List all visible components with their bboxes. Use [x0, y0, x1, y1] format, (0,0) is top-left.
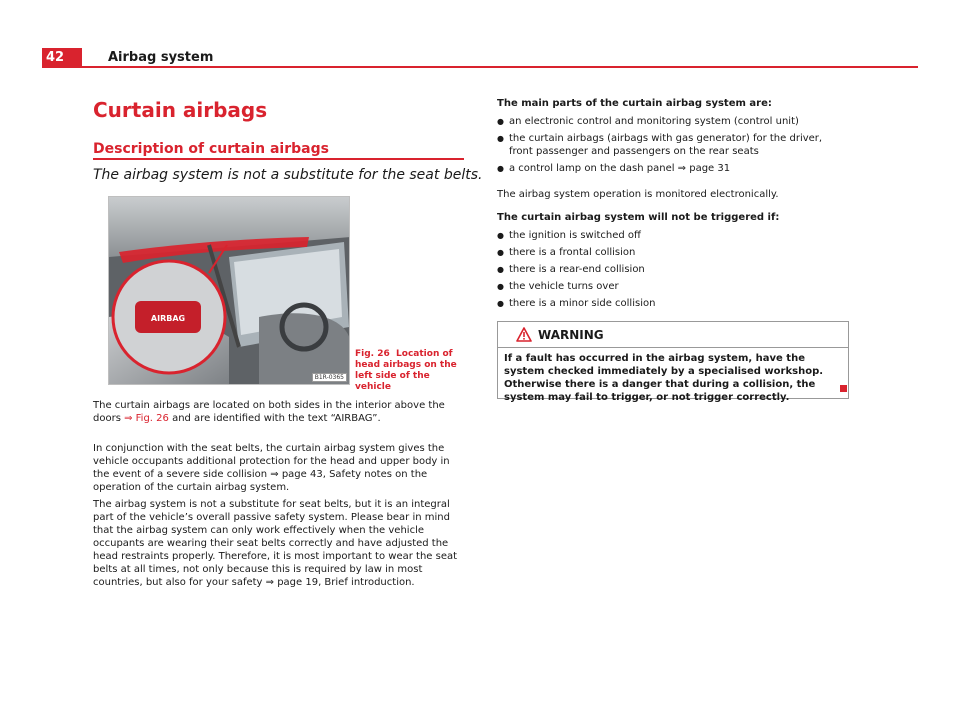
parts-heading: The main parts of the curtain airbag system are:: [497, 98, 772, 109]
not-triggered-list: [497, 229, 849, 310]
section-heading-underline: [93, 158, 464, 160]
monitor-text: The airbag system operation is monitored electronically.: [497, 189, 779, 200]
page-title: Curtain airbags: [93, 98, 268, 122]
list-item: ● there is a rear-end collision: [497, 263, 849, 276]
warning-icon: [516, 327, 532, 342]
paragraph-protection: In conjunction with the seat belts, the curtain airbag system gives the vehicle occupants additional protection for the head and upper body in the event of a severe side collision ⇒ page 43, Safety notes on the operation of the curtain airbag system.: [93, 443, 450, 493]
figure-link[interactable]: ⇒ Fig. 26: [124, 413, 169, 424]
warning-text: If a fault has occurred in the airbag system, have the system checked immediately by a specialised workshop. Otherwise there is a danger that during a collision, the system may fail to trigger, or not trigger correctly.: [504, 353, 824, 403]
list-item: ● there is a frontal collision: [497, 246, 849, 259]
intro-statement: The airbag system is not a substitute for the seat belts.: [93, 167, 483, 183]
car-interior-illustration: [109, 197, 350, 385]
list-item: ● an electronic control and monitoring system (control unit): [497, 115, 849, 128]
paragraph-location: [93, 399, 465, 425]
warning-header: [498, 322, 848, 348]
airbag-label: AIRBAG: [150, 314, 186, 323]
figure-code: B1R-0365: [312, 373, 347, 382]
figure-airbag-location: [108, 196, 350, 385]
list-item: ● there is a minor side collision: [497, 297, 849, 310]
section-title: Airbag system: [108, 50, 214, 65]
figure-caption: [355, 349, 467, 393]
paragraph-text: and are identified with the text “AIRBAG”.: [168, 413, 381, 424]
list-item: ● a control lamp on the dash panel ⇒ page 31: [497, 162, 849, 175]
not-triggered-heading: The curtain airbag system will not be triggered if:: [497, 212, 780, 223]
parts-list: [497, 115, 849, 175]
paragraph-seatbelts: The airbag system is not a substitute for seat belts, but it is an integral part of the vehicle’s overall passive safety system. Please bear in mind that the airbag system can only work effectively when the vehicle occupants are wearing their seat belts correctly and have adjusted the head restraints properly. Therefore, it is most important to wear the seat belts at all times, not only because this is required by law in most countries, but also for your safety ⇒ page 19, Brief introduction.: [93, 499, 458, 588]
warning-title: WARNING: [538, 328, 604, 342]
list-item: ● the ignition is switched off: [497, 229, 849, 242]
caption-text: Location of head airbags on the left side of the vehicle: [355, 349, 457, 392]
section-end-marker: [840, 385, 847, 392]
list-item: ● the curtain airbags (airbags with gas generator) for the driver, front passenger and passengers on the rear seats: [497, 132, 849, 158]
warning-box: [497, 321, 849, 403]
paragraph-text: The curtain airbags are located on both sides in the interior above the doors: [93, 400, 445, 424]
header-divider: [42, 66, 918, 68]
section-heading: Description of curtain airbags: [93, 141, 329, 157]
caption-number: Fig. 26: [355, 349, 390, 359]
page-number: 42: [42, 48, 82, 68]
list-item: ● the vehicle turns over: [497, 280, 849, 293]
